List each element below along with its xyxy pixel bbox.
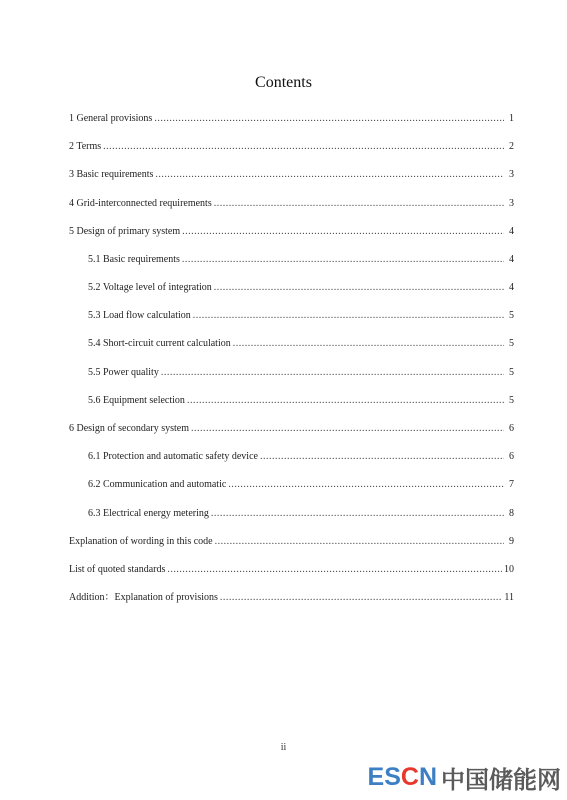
toc-entry-label: 5.1 Basic requirements	[88, 254, 180, 265]
toc-entry-label: 6 Design of secondary system	[69, 423, 189, 434]
toc-entry-label: 2 Terms	[69, 141, 102, 152]
leader-dots	[214, 282, 504, 294]
toc-entry-page: 3	[509, 198, 514, 209]
toc-entry-label: 6.3 Electrical energy metering	[88, 508, 209, 519]
toc-entry-4	[69, 198, 514, 210]
toc-entry-label: 5.6 Equipment selection	[88, 395, 185, 406]
toc-entry-page: 11	[504, 592, 514, 603]
page-title: Contents	[255, 74, 312, 91]
toc-entry-label: List of quoted standards	[69, 564, 166, 575]
escn-watermark-logo	[368, 762, 561, 792]
toc-entry-page: 3	[509, 169, 514, 180]
toc-entry-6-2	[88, 479, 514, 491]
toc-entry-6-1	[88, 451, 514, 463]
leader-dots	[103, 141, 504, 153]
watermark-chinese: 中国储能网	[441, 766, 561, 794]
toc-entry-page: 9	[509, 536, 514, 547]
toc-entry-page: 4	[509, 282, 514, 293]
toc-entry-6-3	[88, 508, 514, 520]
toc-entry-label: 5.2 Voltage level of integration	[88, 282, 212, 293]
leader-dots	[220, 592, 502, 604]
toc-entry-label: 4 Grid-interconnected requirements	[69, 198, 212, 209]
toc-entry-page: 2	[509, 141, 514, 152]
toc-entry-page: 5	[509, 367, 514, 378]
toc-entry-2	[69, 141, 514, 153]
watermark-n: N	[418, 762, 437, 791]
toc-entry-label: 5 Design of primary system	[69, 226, 181, 237]
leader-dots	[193, 310, 504, 322]
toc-entry-label: 6.1 Protection and automatic safety device	[88, 451, 258, 462]
toc-entry-page: 1	[509, 113, 514, 124]
toc-entry-label: 1 General provisions	[69, 113, 153, 124]
toc-entry-page: 5	[509, 338, 514, 349]
toc-entry-5-1	[88, 254, 514, 266]
toc-entry-label: 5.3 Load flow calculation	[88, 310, 191, 321]
leader-dots	[155, 169, 504, 181]
toc-entry-page: 8	[509, 508, 514, 519]
leader-dots	[215, 536, 504, 548]
toc-entry-5-5	[88, 367, 514, 379]
leader-dots	[214, 198, 504, 210]
leader-dots	[191, 423, 504, 435]
toc-entry-5-4	[88, 338, 514, 350]
toc-entry-label: 6.2 Communication and automatic	[88, 479, 227, 490]
toc-entry-page: 4	[509, 226, 514, 237]
leader-dots	[211, 508, 504, 520]
toc-entry-5	[69, 226, 514, 238]
leader-dots	[187, 395, 504, 407]
leader-dots	[161, 367, 504, 379]
toc-entry-quoted-standards	[69, 564, 514, 576]
leader-dots	[182, 254, 504, 266]
toc-entry-label: 5.5 Power quality	[88, 367, 159, 378]
toc-entry-explanation	[69, 536, 514, 548]
toc-entry-3	[69, 169, 514, 181]
toc-entry-page: 6	[509, 451, 514, 462]
toc-entry-page: 6	[509, 423, 514, 434]
watermark-c: C	[400, 762, 419, 791]
page-number: ii	[280, 742, 287, 753]
toc-entry-1	[69, 113, 514, 125]
toc-entry-page: 7	[509, 479, 514, 490]
leader-dots	[260, 451, 504, 463]
toc-entry-label: 5.4 Short-circuit current calculation	[88, 338, 231, 349]
toc-entry-page: 5	[509, 395, 514, 406]
toc-entry-page: 4	[509, 254, 514, 265]
toc-entry-5-2	[88, 282, 514, 294]
toc-entry-5-3	[88, 310, 514, 322]
leader-dots	[182, 226, 504, 238]
toc-entry-addition	[69, 592, 514, 604]
toc-entry-page: 5	[509, 310, 514, 321]
leader-dots	[228, 479, 504, 491]
toc-entry-label: Explanation of wording in this code	[69, 536, 213, 547]
toc-entry-label: Addition：Explanation of provisions	[69, 592, 218, 603]
toc-entry-5-6	[88, 395, 514, 407]
leader-dots	[167, 564, 502, 576]
leader-dots	[154, 113, 504, 125]
leader-dots	[233, 338, 504, 350]
watermark-es: ES	[367, 762, 401, 791]
toc-entry-label: 3 Basic requirements	[69, 169, 154, 180]
toc-entry-page: 10	[504, 564, 514, 575]
toc-entry-6	[69, 423, 514, 435]
